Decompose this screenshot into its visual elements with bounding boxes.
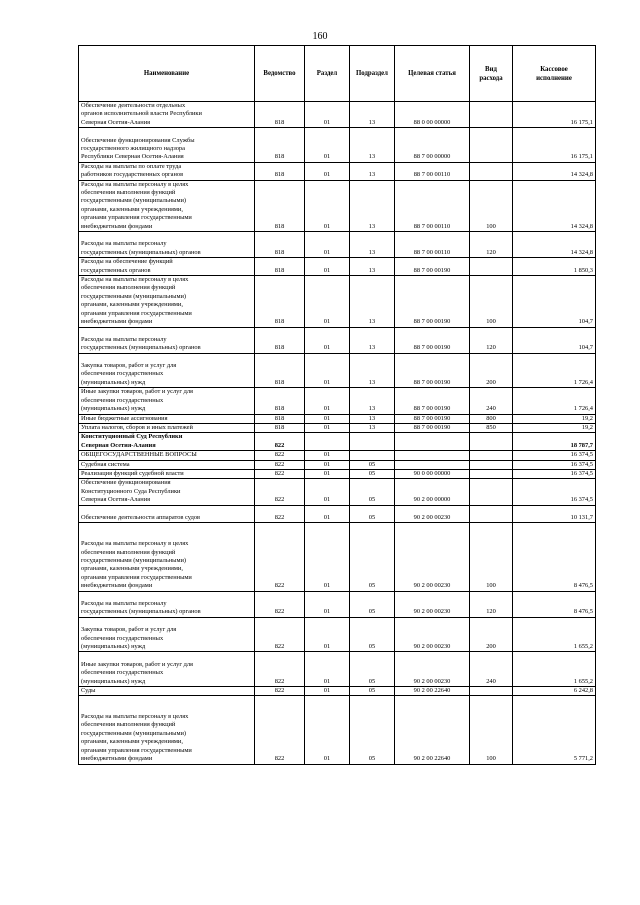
table-row [79, 414, 596, 423]
row-amount: 1 655,2 [513, 652, 596, 687]
page-number: 160 [312, 31, 328, 42]
row-exp-type: 850 [470, 423, 513, 432]
row-target: 88 7 00 00190 [395, 388, 470, 414]
row-amount: 6 242,8 [513, 686, 596, 695]
row-subsection: 13 [350, 276, 395, 327]
row-section: 01 [305, 128, 350, 163]
row-section: 01 [305, 180, 350, 231]
row-name: Расходы на выплаты по оплате труда работников государственных органов [79, 162, 255, 180]
row-subsection: 13 [350, 258, 395, 276]
row-subsection [350, 451, 395, 460]
row-target: 88 7 00 00110 [395, 232, 470, 258]
table-row [79, 451, 596, 460]
row-target: 90 2 00 00230 [395, 617, 470, 652]
budget-execution-table [78, 45, 596, 765]
row-target: 90 2 00 00230 [395, 652, 470, 687]
row-amount: 16 175,1 [513, 128, 596, 163]
row-exp-type: 240 [470, 652, 513, 687]
header-dept: Ведомство [255, 46, 305, 102]
row-target: 90 2 00 00230 [395, 591, 470, 617]
row-exp-type: 100 [470, 696, 513, 764]
row-section: 01 [305, 479, 350, 505]
row-exp-type: 240 [470, 388, 513, 414]
row-amount: 8 476,5 [513, 523, 596, 591]
row-name: Конституционный Суд Республики Северная Осетия-Алания [79, 433, 255, 451]
row-amount: 14 324,8 [513, 162, 596, 180]
row-subsection: 13 [350, 162, 395, 180]
row-subsection: 05 [350, 686, 395, 695]
row-exp-type: 200 [470, 353, 513, 388]
row-name: Суды [79, 686, 255, 695]
row-subsection: 13 [350, 180, 395, 231]
row-subsection: 05 [350, 652, 395, 687]
table-row [79, 353, 596, 388]
row-exp-type: 100 [470, 523, 513, 591]
row-section: 01 [305, 102, 350, 128]
row-dept: 818 [255, 162, 305, 180]
header-target: Целевая статья [395, 46, 470, 102]
row-dept: 818 [255, 353, 305, 388]
row-section: 01 [305, 232, 350, 258]
row-section: 01 [305, 258, 350, 276]
row-dept: 818 [255, 102, 305, 128]
row-dept: 818 [255, 276, 305, 327]
table-row [79, 327, 596, 353]
table-row [79, 388, 596, 414]
table-header-row [79, 46, 596, 102]
row-amount: 18 787,7 [513, 433, 596, 451]
row-name: Обеспечение функционирования Службы государственного жилищного надзора Республики Северная Осетия-Алания [79, 128, 255, 163]
row-amount: 14 324,8 [513, 232, 596, 258]
row-target: 90 2 00 22640 [395, 686, 470, 695]
row-dept: 822 [255, 686, 305, 695]
row-subsection: 05 [350, 460, 395, 469]
row-exp-type [470, 469, 513, 478]
row-name: Расходы на выплаты персоналу государственных (муниципальных) органов [79, 327, 255, 353]
row-amount: 104,7 [513, 327, 596, 353]
row-subsection: 05 [350, 696, 395, 764]
row-name: ОБЩЕГОСУДАРСТВЕННЫЕ ВОПРОСЫ [79, 451, 255, 460]
row-amount: 1 850,3 [513, 258, 596, 276]
row-target: 90 0 00 00000 [395, 469, 470, 478]
row-section: 01 [305, 617, 350, 652]
row-amount: 16 175,1 [513, 102, 596, 128]
row-target: 88 7 00 00110 [395, 180, 470, 231]
table-row [79, 258, 596, 276]
row-dept: 818 [255, 128, 305, 163]
row-section: 01 [305, 523, 350, 591]
row-dept: 818 [255, 258, 305, 276]
row-dept: 818 [255, 180, 305, 231]
row-amount: 16 374,5 [513, 451, 596, 460]
row-amount: 14 324,8 [513, 180, 596, 231]
row-name: Расходы на выплаты персоналу в целях обеспечения выполнения функций государственными (муниципальными) органами, казенными учреждениями, органами управления государственными внебюджетными фондами [79, 276, 255, 327]
row-subsection: 13 [350, 414, 395, 423]
row-subsection: 13 [350, 353, 395, 388]
table-row [79, 276, 596, 327]
row-amount: 8 476,5 [513, 591, 596, 617]
row-amount: 19,2 [513, 423, 596, 432]
row-name: Судебная система [79, 460, 255, 469]
table-row [79, 469, 596, 478]
row-section: 01 [305, 423, 350, 432]
row-target: 90 2 00 00000 [395, 479, 470, 505]
row-target: 90 2 00 00230 [395, 505, 470, 523]
row-target: 90 2 00 22640 [395, 696, 470, 764]
table-row [79, 423, 596, 432]
row-subsection: 13 [350, 388, 395, 414]
row-subsection: 13 [350, 128, 395, 163]
row-target: 88 7 00 00190 [395, 414, 470, 423]
row-name: Обеспечение функционирования Конституционного Суда Республики Северная Осетия-Алания [79, 479, 255, 505]
table-row [79, 686, 596, 695]
row-exp-type [470, 460, 513, 469]
table-row [79, 162, 596, 180]
table-row [79, 433, 596, 451]
row-target: 88 7 00 00190 [395, 276, 470, 327]
row-dept: 822 [255, 469, 305, 478]
row-subsection: 13 [350, 102, 395, 128]
row-name: Закупка товаров, работ и услуг для обеспечения государственных (муниципальных) нужд [79, 353, 255, 388]
row-section: 01 [305, 162, 350, 180]
row-amount: 5 771,2 [513, 696, 596, 764]
row-target: 88 7 00 00190 [395, 258, 470, 276]
row-section [305, 433, 350, 451]
row-dept: 822 [255, 652, 305, 687]
row-name: Уплата налогов, сборов и иных платежей [79, 423, 255, 432]
row-name: Иные закупки товаров, работ и услуг для обеспечения государственных (муниципальных) нужд [79, 652, 255, 687]
table-row [79, 102, 596, 128]
row-amount: 19,2 [513, 414, 596, 423]
row-name: Реализация функций судебной власти [79, 469, 255, 478]
table-row [79, 460, 596, 469]
row-section: 01 [305, 469, 350, 478]
row-dept: 818 [255, 414, 305, 423]
row-name: Иные бюджетные ассигнования [79, 414, 255, 423]
row-dept: 818 [255, 423, 305, 432]
row-name: Расходы на выплаты персоналу государственных (муниципальных) органов [79, 591, 255, 617]
row-exp-type: 120 [470, 591, 513, 617]
row-exp-type [470, 258, 513, 276]
row-name: Обеспечение деятельности аппаратов судов [79, 505, 255, 523]
row-exp-type [470, 686, 513, 695]
row-section: 01 [305, 353, 350, 388]
table-row [79, 232, 596, 258]
row-section: 01 [305, 388, 350, 414]
row-dept: 822 [255, 523, 305, 591]
row-section: 01 [305, 696, 350, 764]
table-row [79, 617, 596, 652]
row-section: 01 [305, 591, 350, 617]
row-dept: 822 [255, 479, 305, 505]
row-subsection: 05 [350, 469, 395, 478]
row-section: 01 [305, 451, 350, 460]
row-dept: 822 [255, 696, 305, 764]
row-subsection [350, 433, 395, 451]
row-exp-type: 100 [470, 180, 513, 231]
row-amount: 104,7 [513, 276, 596, 327]
table-row [79, 128, 596, 163]
row-target: 88 7 00 00000 [395, 128, 470, 163]
row-subsection: 13 [350, 327, 395, 353]
row-subsection: 13 [350, 232, 395, 258]
row-subsection: 05 [350, 523, 395, 591]
row-dept: 822 [255, 460, 305, 469]
row-name: Расходы на выплаты персоналу в целях обеспечения выполнения функций государственными (муниципальными) органами, казенными учреждениями, органами управления государственными внебюджетными фондами [79, 696, 255, 764]
row-amount: 16 374,5 [513, 460, 596, 469]
table-row [79, 591, 596, 617]
header-subsection: Подраздел [350, 46, 395, 102]
table-body [79, 102, 596, 765]
table-row [79, 523, 596, 591]
row-amount: 10 131,7 [513, 505, 596, 523]
row-section: 01 [305, 460, 350, 469]
row-amount: 16 374,5 [513, 469, 596, 478]
row-section: 01 [305, 686, 350, 695]
row-name: Расходы на выплаты персоналу в целях обеспечения выполнения функций государственными (муниципальными) органами, казенными учреждениями, органами управления государственными внебюджетными фондами [79, 180, 255, 231]
header-section: Раздел [305, 46, 350, 102]
row-exp-type [470, 451, 513, 460]
row-dept: 822 [255, 505, 305, 523]
row-target [395, 451, 470, 460]
header-amount: Кассовое исполнение [513, 46, 596, 102]
row-amount: 16 374,5 [513, 479, 596, 505]
row-section: 01 [305, 505, 350, 523]
table-row [79, 505, 596, 523]
row-section: 01 [305, 414, 350, 423]
row-name: Обеспечение деятельности отдельных органов исполнительной власти Республики Северная Осетия-Алания [79, 102, 255, 128]
row-name: Закупка товаров, работ и услуг для обеспечения государственных (муниципальных) нужд [79, 617, 255, 652]
row-exp-type: 100 [470, 276, 513, 327]
row-name: Расходы на выплаты персоналу государственных (муниципальных) органов [79, 232, 255, 258]
row-target: 88 7 00 00110 [395, 162, 470, 180]
row-exp-type: 200 [470, 617, 513, 652]
row-exp-type [470, 128, 513, 163]
row-subsection: 05 [350, 505, 395, 523]
row-exp-type: 120 [470, 327, 513, 353]
row-exp-type [470, 479, 513, 505]
row-target: 88 7 00 00190 [395, 423, 470, 432]
row-amount: 1 655,2 [513, 617, 596, 652]
row-target [395, 433, 470, 451]
row-subsection: 13 [350, 423, 395, 432]
row-name: Иные закупки товаров, работ и услуг для обеспечения государственных (муниципальных) нужд [79, 388, 255, 414]
row-subsection: 05 [350, 617, 395, 652]
row-exp-type [470, 102, 513, 128]
row-name: Расходы на выплаты персоналу в целях обеспечения выполнения функций государственными (муниципальными) органами, казенными учреждениями, органами управления государственными внебюджетными фондами [79, 523, 255, 591]
row-section: 01 [305, 327, 350, 353]
row-section: 01 [305, 276, 350, 327]
row-subsection: 05 [350, 591, 395, 617]
row-dept: 822 [255, 451, 305, 460]
row-dept: 822 [255, 591, 305, 617]
row-amount: 1 726,4 [513, 388, 596, 414]
row-target [395, 460, 470, 469]
table-row [79, 652, 596, 687]
row-target: 88 7 00 00190 [395, 353, 470, 388]
row-subsection: 05 [350, 479, 395, 505]
row-dept: 818 [255, 327, 305, 353]
row-section: 01 [305, 652, 350, 687]
row-amount: 1 726,4 [513, 353, 596, 388]
row-dept: 818 [255, 388, 305, 414]
header-exp-type: Вид расхода [470, 46, 513, 102]
row-exp-type [470, 505, 513, 523]
row-exp-type [470, 162, 513, 180]
table-row [79, 696, 596, 764]
row-exp-type: 800 [470, 414, 513, 423]
table-row [79, 479, 596, 505]
table-row [79, 180, 596, 231]
row-target: 90 2 00 00230 [395, 523, 470, 591]
row-dept: 818 [255, 232, 305, 258]
row-target: 88 0 00 00000 [395, 102, 470, 128]
row-name: Расходы на обеспечение функций государственных органов [79, 258, 255, 276]
row-dept: 822 [255, 617, 305, 652]
row-exp-type: 120 [470, 232, 513, 258]
row-exp-type [470, 433, 513, 451]
header-name: Наименование [79, 46, 255, 102]
row-target: 88 7 00 00190 [395, 327, 470, 353]
row-dept: 822 [255, 433, 305, 451]
